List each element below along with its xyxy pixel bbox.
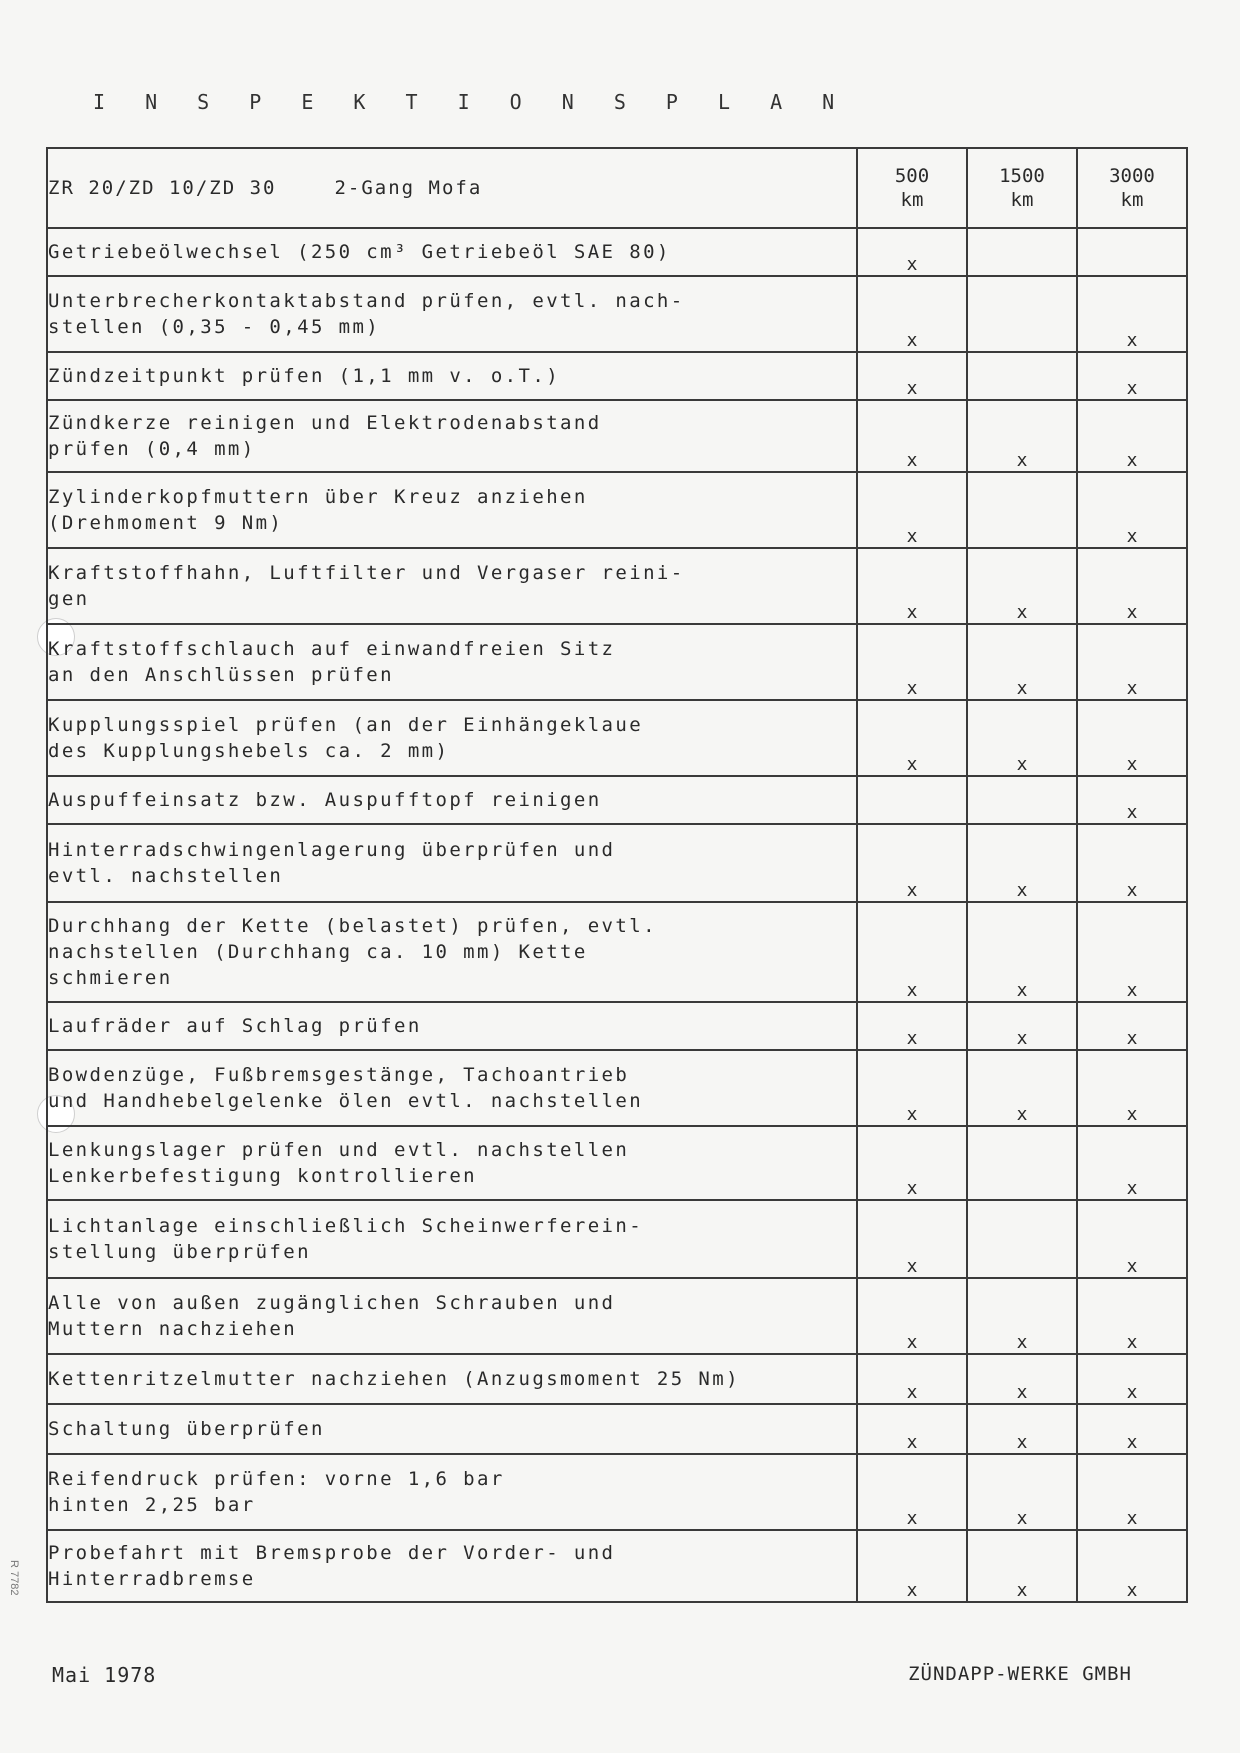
interval-mark-3000: x — [1077, 276, 1187, 352]
interval-mark-3000: x — [1077, 1126, 1187, 1200]
table-row — [47, 700, 1187, 776]
table-row — [47, 624, 1187, 700]
interval-mark-1500: x — [967, 1354, 1077, 1404]
task-text: Hinterradschwingenlagerung überprüfen und evtl. nachstellen — [47, 824, 857, 902]
interval-mark-1500 — [967, 276, 1077, 352]
interval-500-header — [857, 148, 967, 228]
model-name: ZR 20/ZD 10/ZD 30 — [48, 177, 277, 199]
interval-mark-500: x — [857, 352, 967, 400]
interval-mark-1500: x — [967, 400, 1077, 472]
interval-mark-3000: x — [1077, 1530, 1187, 1602]
interval-mark-3000: x — [1077, 472, 1187, 548]
table-row — [47, 1050, 1187, 1126]
interval-mark-500: x — [857, 228, 967, 276]
interval-unit: km — [900, 189, 924, 211]
inspection-table — [46, 147, 1188, 1603]
table-row — [47, 472, 1187, 548]
interval-mark-1500: x — [967, 824, 1077, 902]
interval-mark-1500: x — [967, 624, 1077, 700]
interval-mark-3000: x — [1077, 1278, 1187, 1354]
interval-mark-500: x — [857, 624, 967, 700]
task-text: Auspuffeinsatz bzw. Auspufftopf reinigen — [47, 776, 857, 824]
interval-mark-500: x — [857, 1126, 967, 1200]
model-type: 2-Gang Mofa — [334, 177, 483, 199]
table-row — [47, 1404, 1187, 1454]
interval-mark-3000: x — [1077, 1050, 1187, 1126]
interval-value: 3000 — [1109, 165, 1155, 187]
interval-mark-3000: x — [1077, 1454, 1187, 1530]
interval-unit: km — [1010, 189, 1034, 211]
task-text: Zylinderkopfmuttern über Kreuz anziehen (Drehmoment 9 Nm) — [47, 472, 857, 548]
footer-company: ZÜNDAPP-WERKE GMBH — [908, 1663, 1132, 1685]
task-text: Lenkungslager prüfen und evtl. nachstellen Lenkerbefestigung kontrollieren — [47, 1126, 857, 1200]
interval-mark-3000: x — [1077, 902, 1187, 1002]
page-title: I N S P E K T I O N S P L A N — [93, 90, 849, 114]
task-text: Kraftstoffschlauch auf einwandfreien Sitz an den Anschlüssen prüfen — [47, 624, 857, 700]
interval-mark-1500: x — [967, 1454, 1077, 1530]
interval-mark-3000: x — [1077, 400, 1187, 472]
interval-mark-1500 — [967, 776, 1077, 824]
task-text: Zündzeitpunkt prüfen (1,1 mm v. o.T.) — [47, 352, 857, 400]
interval-mark-1500: x — [967, 1278, 1077, 1354]
interval-mark-1500: x — [967, 1002, 1077, 1050]
interval-mark-500: x — [857, 1278, 967, 1354]
interval-mark-1500 — [967, 228, 1077, 276]
task-text: Laufräder auf Schlag prüfen — [47, 1002, 857, 1050]
interval-mark-3000: x — [1077, 352, 1187, 400]
table-row — [47, 400, 1187, 472]
interval-mark-500: x — [857, 276, 967, 352]
task-text: Schaltung überprüfen — [47, 1404, 857, 1454]
task-text: Kupplungsspiel prüfen (an der Einhängeklaue des Kupplungshebels ca. 2 mm) — [47, 700, 857, 776]
side-code: R 7782 — [8, 1560, 20, 1596]
task-text: Alle von außen zugänglichen Schrauben und Muttern nachziehen — [47, 1278, 857, 1354]
interval-mark-500: x — [857, 1354, 967, 1404]
interval-mark-500: x — [857, 700, 967, 776]
table-row — [47, 1200, 1187, 1278]
task-text: Lichtanlage einschließlich Scheinwerferein- stellung überprüfen — [47, 1200, 857, 1278]
table-row — [47, 548, 1187, 624]
interval-mark-3000: x — [1077, 824, 1187, 902]
interval-mark-500: x — [857, 1454, 967, 1530]
interval-mark-3000: x — [1077, 1354, 1187, 1404]
footer-date: Mai 1978 — [52, 1663, 157, 1687]
table-row — [47, 824, 1187, 902]
table-row — [47, 1278, 1187, 1354]
task-text: Getriebeölwechsel (250 cm³ Getriebeöl SAE 80) — [47, 228, 857, 276]
interval-mark-3000: x — [1077, 776, 1187, 824]
table-row — [47, 1126, 1187, 1200]
table-row — [47, 276, 1187, 352]
table-row — [47, 902, 1187, 1002]
interval-mark-3000: x — [1077, 1200, 1187, 1278]
interval-mark-3000: x — [1077, 1002, 1187, 1050]
task-text: Probefahrt mit Bremsprobe der Vorder- und Hinterradbremse — [47, 1530, 857, 1602]
interval-value: 500 — [894, 165, 930, 187]
interval-mark-500: x — [857, 472, 967, 548]
task-text: Reifendruck prüfen: vorne 1,6 bar hinten 2,25 bar — [47, 1454, 857, 1530]
interval-mark-500 — [857, 776, 967, 824]
interval-3000-header — [1077, 148, 1187, 228]
interval-mark-500: x — [857, 824, 967, 902]
interval-mark-3000: x — [1077, 700, 1187, 776]
model-cell — [47, 148, 857, 228]
table-row — [47, 228, 1187, 276]
interval-mark-1500: x — [967, 1404, 1077, 1454]
task-text: Kettenritzelmutter nachziehen (Anzugsmoment 25 Nm) — [47, 1354, 857, 1404]
table-row — [47, 1454, 1187, 1530]
interval-mark-1500: x — [967, 700, 1077, 776]
interval-mark-500: x — [857, 1200, 967, 1278]
task-text: Unterbrecherkontaktabstand prüfen, evtl. nach- stellen (0,35 - 0,45 mm) — [47, 276, 857, 352]
interval-1500-header — [967, 148, 1077, 228]
task-text: Durchhang der Kette (belastet) prüfen, evtl. nachstellen (Durchhang ca. 10 mm) Kette schmieren — [47, 902, 857, 1002]
interval-unit: km — [1120, 189, 1144, 211]
task-text: Kraftstoffhahn, Luftfilter und Vergaser reini- gen — [47, 548, 857, 624]
task-text: Bowdenzüge, Fußbremsgestänge, Tachoantrieb und Handhebelgelenke ölen evtl. nachstellen — [47, 1050, 857, 1126]
task-text: Zündkerze reinigen und Elektrodenabstand prüfen (0,4 mm) — [47, 400, 857, 472]
interval-mark-500: x — [857, 1050, 967, 1126]
interval-mark-3000: x — [1077, 548, 1187, 624]
header-row — [47, 148, 1187, 228]
interval-mark-1500: x — [967, 1050, 1077, 1126]
interval-mark-3000: x — [1077, 624, 1187, 700]
interval-mark-500: x — [857, 902, 967, 1002]
interval-mark-1500 — [967, 1126, 1077, 1200]
table-row — [47, 776, 1187, 824]
interval-mark-1500: x — [967, 548, 1077, 624]
interval-mark-500: x — [857, 1530, 967, 1602]
interval-mark-500: x — [857, 400, 967, 472]
interval-mark-1500 — [967, 1200, 1077, 1278]
interval-value: 1500 — [999, 165, 1045, 187]
interval-mark-3000 — [1077, 228, 1187, 276]
interval-mark-1500 — [967, 472, 1077, 548]
interval-mark-1500: x — [967, 902, 1077, 1002]
table-row — [47, 1530, 1187, 1602]
interval-mark-1500 — [967, 352, 1077, 400]
interval-mark-3000: x — [1077, 1404, 1187, 1454]
interval-mark-1500: x — [967, 1530, 1077, 1602]
table-row — [47, 1002, 1187, 1050]
table-row — [47, 1354, 1187, 1404]
interval-mark-500: x — [857, 1404, 967, 1454]
table-row — [47, 352, 1187, 400]
interval-mark-500: x — [857, 548, 967, 624]
interval-mark-500: x — [857, 1002, 967, 1050]
